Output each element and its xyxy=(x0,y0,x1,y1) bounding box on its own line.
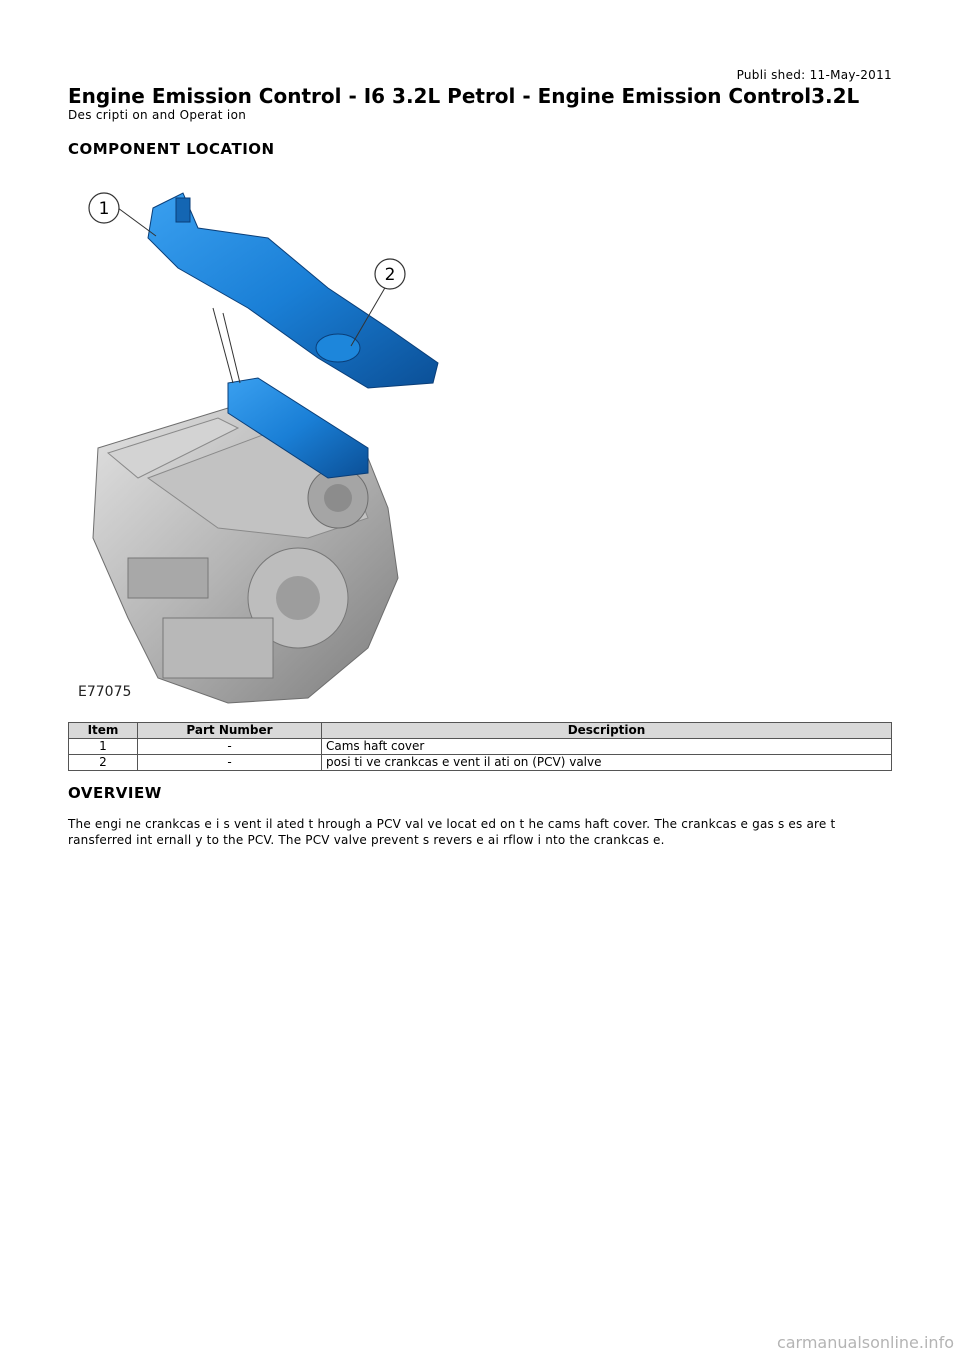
header-description: Description xyxy=(322,723,892,739)
parts-table xyxy=(68,722,892,771)
header-part-number: Part Number xyxy=(138,723,322,739)
header-item: Item xyxy=(69,723,138,739)
table-header-row xyxy=(69,723,892,739)
watermark: carmanualsonline.info xyxy=(776,1333,954,1352)
cell-item: 2 xyxy=(69,755,138,771)
component-location-heading: COMPONENT LOCATION xyxy=(68,140,275,158)
callout-1 xyxy=(89,193,156,236)
overview-text: The engi ne crankcas e i s vent il ated t hrough a PCV val ve locat ed on t he cams haft cover. The crankcas e gas s es are t ransferred int ernall y to the PCV. The PCV valve prevent s revers e ai rflow i nto the crankcas e. xyxy=(68,817,836,847)
component-location-figure xyxy=(68,178,448,708)
pcv-valve-part xyxy=(316,334,360,362)
table-row xyxy=(69,755,892,771)
svg-text:2: 2 xyxy=(384,265,396,285)
cell-part-number: - xyxy=(138,755,322,771)
published-date: Publi shed: 11-May-2011 xyxy=(736,68,892,82)
figure-reference: E77075 xyxy=(78,684,132,700)
table-row xyxy=(69,739,892,755)
camshaft-cover-part xyxy=(148,193,438,388)
page-title: Engine Emission Control - I6 3.2L Petrol - Engine Emission Control3.2L xyxy=(68,84,860,108)
cell-description: posi ti ve crankcas e vent il ati on (PCV) valve xyxy=(322,755,892,771)
cell-part-number: - xyxy=(138,739,322,755)
engine-illustration xyxy=(68,178,448,708)
overview-heading: OVERVIEW xyxy=(68,784,162,802)
page-subtitle: Des cripti on and Operat ion xyxy=(68,108,247,122)
cell-description: Cams haft cover xyxy=(322,739,892,755)
cell-item: 1 xyxy=(69,739,138,755)
svg-text:1: 1 xyxy=(98,199,110,219)
